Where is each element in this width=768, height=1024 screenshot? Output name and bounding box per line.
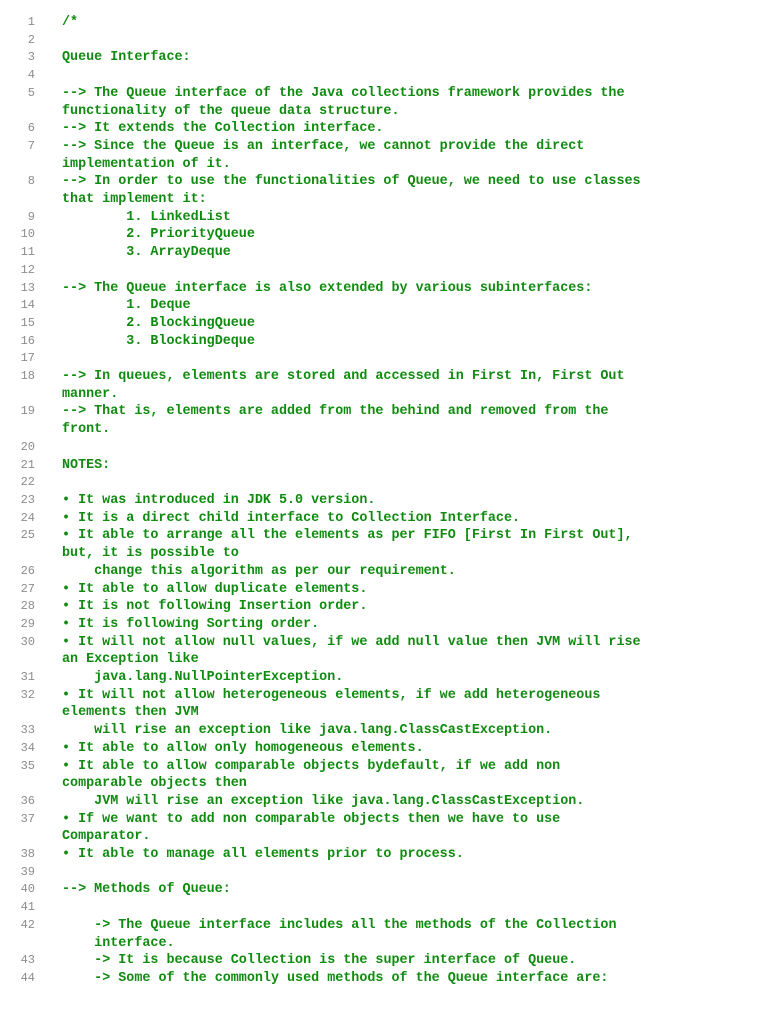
- code-text[interactable]: 1. Deque: [62, 298, 191, 314]
- line-number: 22: [20, 475, 35, 490]
- code-line[interactable]: [0, 510, 768, 528]
- code-text[interactable]: [62, 899, 768, 917]
- code-text[interactable]: --> It extends the Collection interface.: [62, 121, 384, 137]
- code-line[interactable]: [0, 32, 768, 50]
- code-text[interactable]: [62, 439, 768, 457]
- code-text[interactable]: 3. BlockingDeque: [62, 333, 255, 349]
- line-number: 4: [27, 68, 35, 83]
- code-text[interactable]: --> The Queue interface of the Java collections framework provides the functionality of the queue data structure.: [62, 85, 625, 119]
- code-text[interactable]: [62, 262, 768, 280]
- code-line[interactable]: [0, 138, 768, 173]
- code-text[interactable]: change this algorithm as per our requirement.: [62, 563, 456, 579]
- code-text[interactable]: --> That is, elements are added from the behind and removed from the front.: [62, 404, 609, 438]
- code-line[interactable]: [0, 952, 768, 970]
- code-text[interactable]: • It able to allow comparable objects bydefault, if we add non comparable objects then: [62, 758, 561, 792]
- line-number: 33: [20, 723, 35, 738]
- code-text[interactable]: [62, 474, 768, 492]
- code-line[interactable]: [0, 297, 768, 315]
- code-text[interactable]: • It able to arrange all the elements as per FIFO [First In First Out], but, it is possible to: [62, 528, 633, 562]
- code-line[interactable]: [0, 350, 768, 368]
- line-number: 17: [20, 351, 35, 366]
- code-text[interactable]: [62, 32, 768, 50]
- line-number: 26: [20, 563, 35, 578]
- line-number: 21: [20, 457, 35, 472]
- code-text[interactable]: • It able to manage all elements prior to process.: [62, 847, 464, 863]
- code-text[interactable]: [62, 864, 768, 882]
- code-text[interactable]: • It was introduced in JDK 5.0 version.: [62, 492, 376, 508]
- line-number: 10: [20, 227, 35, 242]
- line-number: 11: [20, 245, 35, 260]
- line-number: 28: [20, 599, 35, 614]
- code-line[interactable]: [0, 846, 768, 864]
- line-number: 14: [20, 298, 35, 313]
- code-line[interactable]: [0, 403, 768, 438]
- line-number: 7: [27, 138, 35, 153]
- code-text[interactable]: --> Methods of Queue:: [62, 882, 231, 898]
- code-editor[interactable]: [0, 14, 768, 988]
- line-number: 18: [20, 369, 35, 384]
- code-line[interactable]: [0, 563, 768, 581]
- code-line[interactable]: [0, 722, 768, 740]
- line-number: 43: [20, 953, 35, 968]
- code-line[interactable]: [0, 669, 768, 687]
- line-number: 39: [20, 864, 35, 879]
- code-line[interactable]: [0, 740, 768, 758]
- line-number: 34: [20, 740, 35, 755]
- line-number: 42: [20, 917, 35, 932]
- line-number: 29: [20, 616, 35, 631]
- code-line[interactable]: [0, 14, 768, 32]
- line-number: 37: [20, 811, 35, 826]
- line-number: 16: [20, 333, 35, 348]
- code-text[interactable]: NOTES:: [62, 457, 111, 473]
- line-number: 24: [20, 510, 35, 525]
- line-number: 23: [20, 492, 35, 507]
- code-line[interactable]: [0, 457, 768, 475]
- code-text[interactable]: java.lang.NullPointerException.: [62, 670, 344, 686]
- line-number: 2: [27, 32, 35, 47]
- code-line[interactable]: [0, 811, 768, 846]
- code-line[interactable]: [0, 280, 768, 298]
- code-line[interactable]: [0, 527, 768, 562]
- code-line[interactable]: [0, 439, 768, 457]
- line-number: 30: [20, 634, 35, 649]
- code-text[interactable]: Queue Interface:: [62, 50, 191, 66]
- line-number: 25: [20, 528, 35, 543]
- code-line[interactable]: [0, 598, 768, 616]
- code-line[interactable]: [0, 226, 768, 244]
- code-line[interactable]: [0, 209, 768, 227]
- code-line[interactable]: [0, 333, 768, 351]
- code-text[interactable]: 1. LinkedList: [62, 209, 231, 225]
- code-text[interactable]: [62, 67, 768, 85]
- code-text[interactable]: --> The Queue interface is also extended by various subinterfaces:: [62, 280, 593, 296]
- line-number: 36: [20, 793, 35, 808]
- line-number: 8: [27, 174, 35, 189]
- code-text[interactable]: /*: [62, 15, 79, 30]
- code-text[interactable]: will rise an exception like java.lang.ClassCastException.: [62, 723, 553, 739]
- code-text[interactable]: • It able to allow only homogeneous elements.: [62, 740, 424, 756]
- code-text[interactable]: --> Since the Queue is an interface, we cannot provide the direct implementation of it.: [62, 138, 585, 172]
- code-text[interactable]: • It able to allow duplicate elements.: [62, 581, 368, 597]
- code-line[interactable]: [0, 687, 768, 722]
- code-line[interactable]: [0, 793, 768, 811]
- code-line[interactable]: [0, 864, 768, 882]
- line-number: 44: [20, 970, 35, 985]
- code-line[interactable]: [0, 49, 768, 67]
- code-line[interactable]: [0, 262, 768, 280]
- code-text[interactable]: • If we want to add non comparable objects then we have to use Comparator.: [62, 811, 561, 845]
- line-number: 3: [27, 50, 35, 65]
- code-text[interactable]: JVM will rise an exception like java.lang.ClassCastException.: [62, 793, 585, 809]
- code-text[interactable]: -> Some of the commonly used methods of the Queue interface are:: [62, 970, 609, 986]
- code-text[interactable]: • It is not following Insertion order.: [62, 599, 368, 615]
- line-number: 19: [20, 404, 35, 419]
- code-text[interactable]: --> In order to use the functionalities of Queue, we need to use classes that implement it:: [62, 174, 641, 208]
- code-line[interactable]: [0, 616, 768, 634]
- line-number: 20: [20, 439, 35, 454]
- line-number: 6: [27, 121, 35, 136]
- line-number: 15: [20, 315, 35, 330]
- line-number: 31: [20, 670, 35, 685]
- line-number: 40: [20, 882, 35, 897]
- code-line[interactable]: [0, 474, 768, 492]
- code-text[interactable]: --> In queues, elements are stored and accessed in First In, First Out manner.: [62, 369, 625, 402]
- code-line[interactable]: [0, 970, 768, 988]
- line-number: 1: [27, 15, 35, 29]
- line-number: 41: [20, 900, 35, 915]
- code-text[interactable]: • It is a direct child interface to Collection Interface.: [62, 510, 521, 526]
- code-text[interactable]: • It will not allow null values, if we add null value then JVM will rise an Exception like: [62, 634, 641, 668]
- code-line[interactable]: [0, 120, 768, 138]
- code-line[interactable]: [0, 492, 768, 510]
- line-number: 38: [20, 847, 35, 862]
- code-line[interactable]: [0, 634, 768, 669]
- code-text[interactable]: • It is following Sorting order.: [62, 616, 320, 632]
- code-line[interactable]: [0, 917, 768, 952]
- line-number: 5: [27, 85, 35, 100]
- code-line[interactable]: [0, 244, 768, 262]
- code-line[interactable]: [0, 315, 768, 333]
- code-line[interactable]: [0, 67, 768, 85]
- line-number: 13: [20, 280, 35, 295]
- code-line[interactable]: [0, 368, 768, 403]
- line-number: 12: [20, 262, 35, 277]
- code-line[interactable]: [0, 881, 768, 899]
- line-number: 32: [20, 687, 35, 702]
- code-text[interactable]: • It will not allow heterogeneous elements, if we add heterogeneous elements then JVM: [62, 687, 601, 721]
- code-text[interactable]: 3. ArrayDeque: [62, 245, 231, 261]
- line-number: 35: [20, 758, 35, 773]
- code-line[interactable]: [0, 581, 768, 599]
- code-line[interactable]: [0, 899, 768, 917]
- code-line[interactable]: [0, 173, 768, 208]
- code-text[interactable]: -> The Queue interface includes all the methods of the Collection interface.: [94, 917, 617, 951]
- code-line[interactable]: [0, 85, 768, 120]
- line-number: 9: [27, 209, 35, 224]
- code-text[interactable]: -> It is because Collection is the super interface of Queue.: [62, 953, 577, 969]
- line-number: 27: [20, 581, 35, 596]
- code-line[interactable]: [0, 758, 768, 793]
- code-text[interactable]: 2. PriorityQueue: [62, 227, 255, 243]
- code-text[interactable]: [62, 350, 768, 368]
- code-text[interactable]: 2. BlockingQueue: [62, 315, 255, 331]
